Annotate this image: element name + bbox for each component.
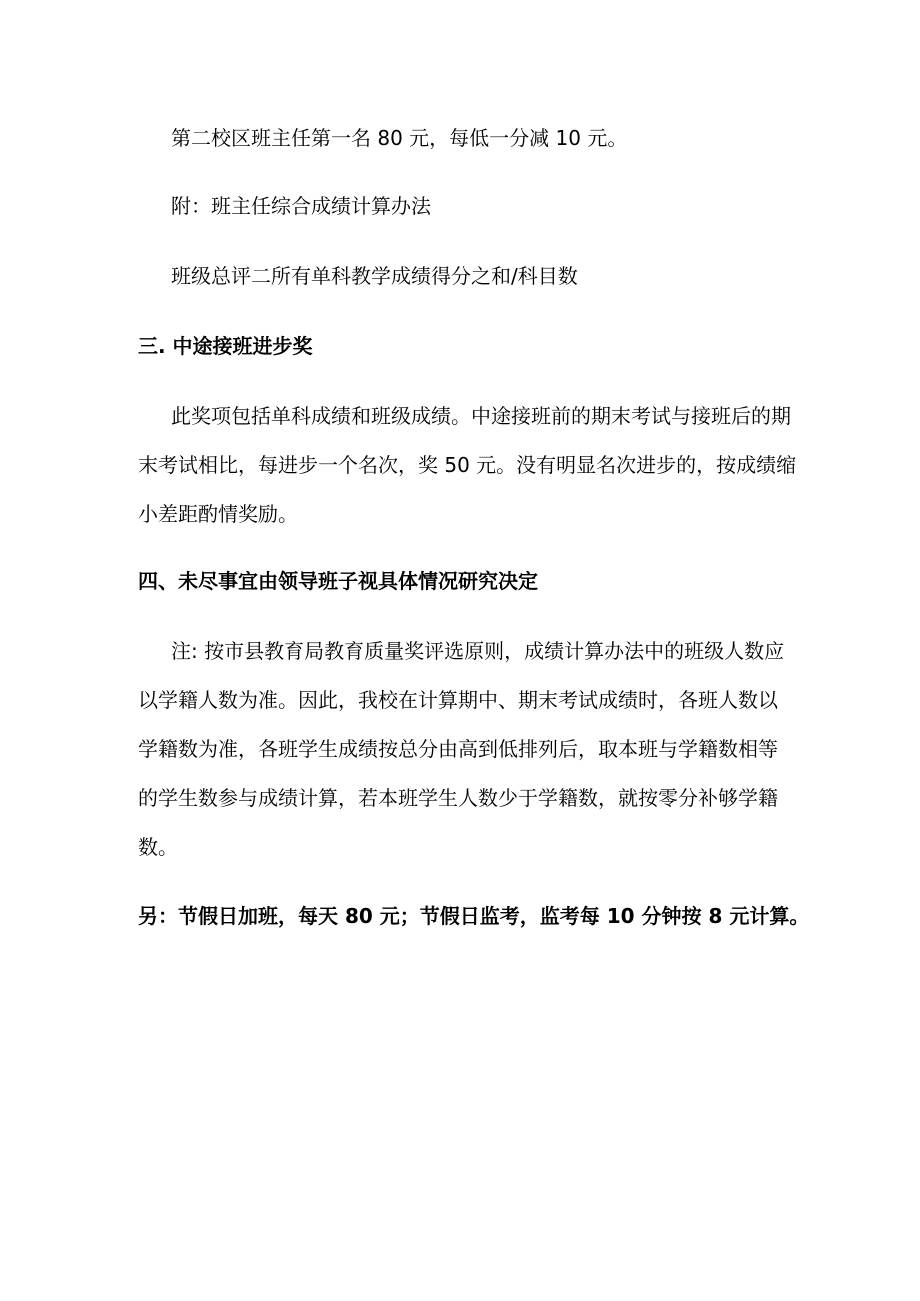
paragraph-line: 学籍数为准，各班学生成绩按总分由高到低排列后，取本班与学籍数相等: [138, 737, 778, 761]
section-heading-3: 三. 中途接班进步奖: [138, 334, 313, 358]
paragraph-line: 以学籍人数为准。因此，我校在计算期中、期末考试成绩时，各班人数以: [138, 688, 778, 712]
paragraph-line: 此奖项包括单科成绩和班级成绩。中途接班前的期末考试与接班后的期: [171, 404, 791, 428]
paragraph-midway-award: [138, 392, 798, 539]
paragraph-line: 数。: [138, 835, 178, 859]
final-note: 另：节假日加班，每天 80 元；节假日监考，监考每 10 分钟按 8 元计算。: [138, 904, 810, 928]
paragraph-line: 的学生数参与成绩计算，若本班学生人数少于学籍数，就按零分补够学籍: [138, 786, 778, 810]
paragraph-class-score-formula: 班级总评二所有单科教学成绩得分之和/科目数: [171, 264, 578, 288]
paragraph-campus2-award: 第二校区班主任第一名 80 元，每低一分减 10 元。: [171, 126, 628, 150]
paragraph-appendix-title: 附：班主任综合成绩计算办法: [171, 194, 431, 218]
paragraph-line: 注: 按市县教育局教育质量奖评选原则，成绩计算办法中的班级人数应: [171, 639, 785, 663]
section-heading-4: 四、未尽事宜由领导班子视具体情况研究决定: [138, 569, 538, 593]
paragraph-note: [138, 627, 798, 872]
paragraph-line: 小差距酌情奖励。: [138, 502, 298, 526]
paragraph-line: 末考试相比，每进步一个名次，奖 50 元。没有明显名次进步的，按成绩缩: [138, 453, 797, 477]
